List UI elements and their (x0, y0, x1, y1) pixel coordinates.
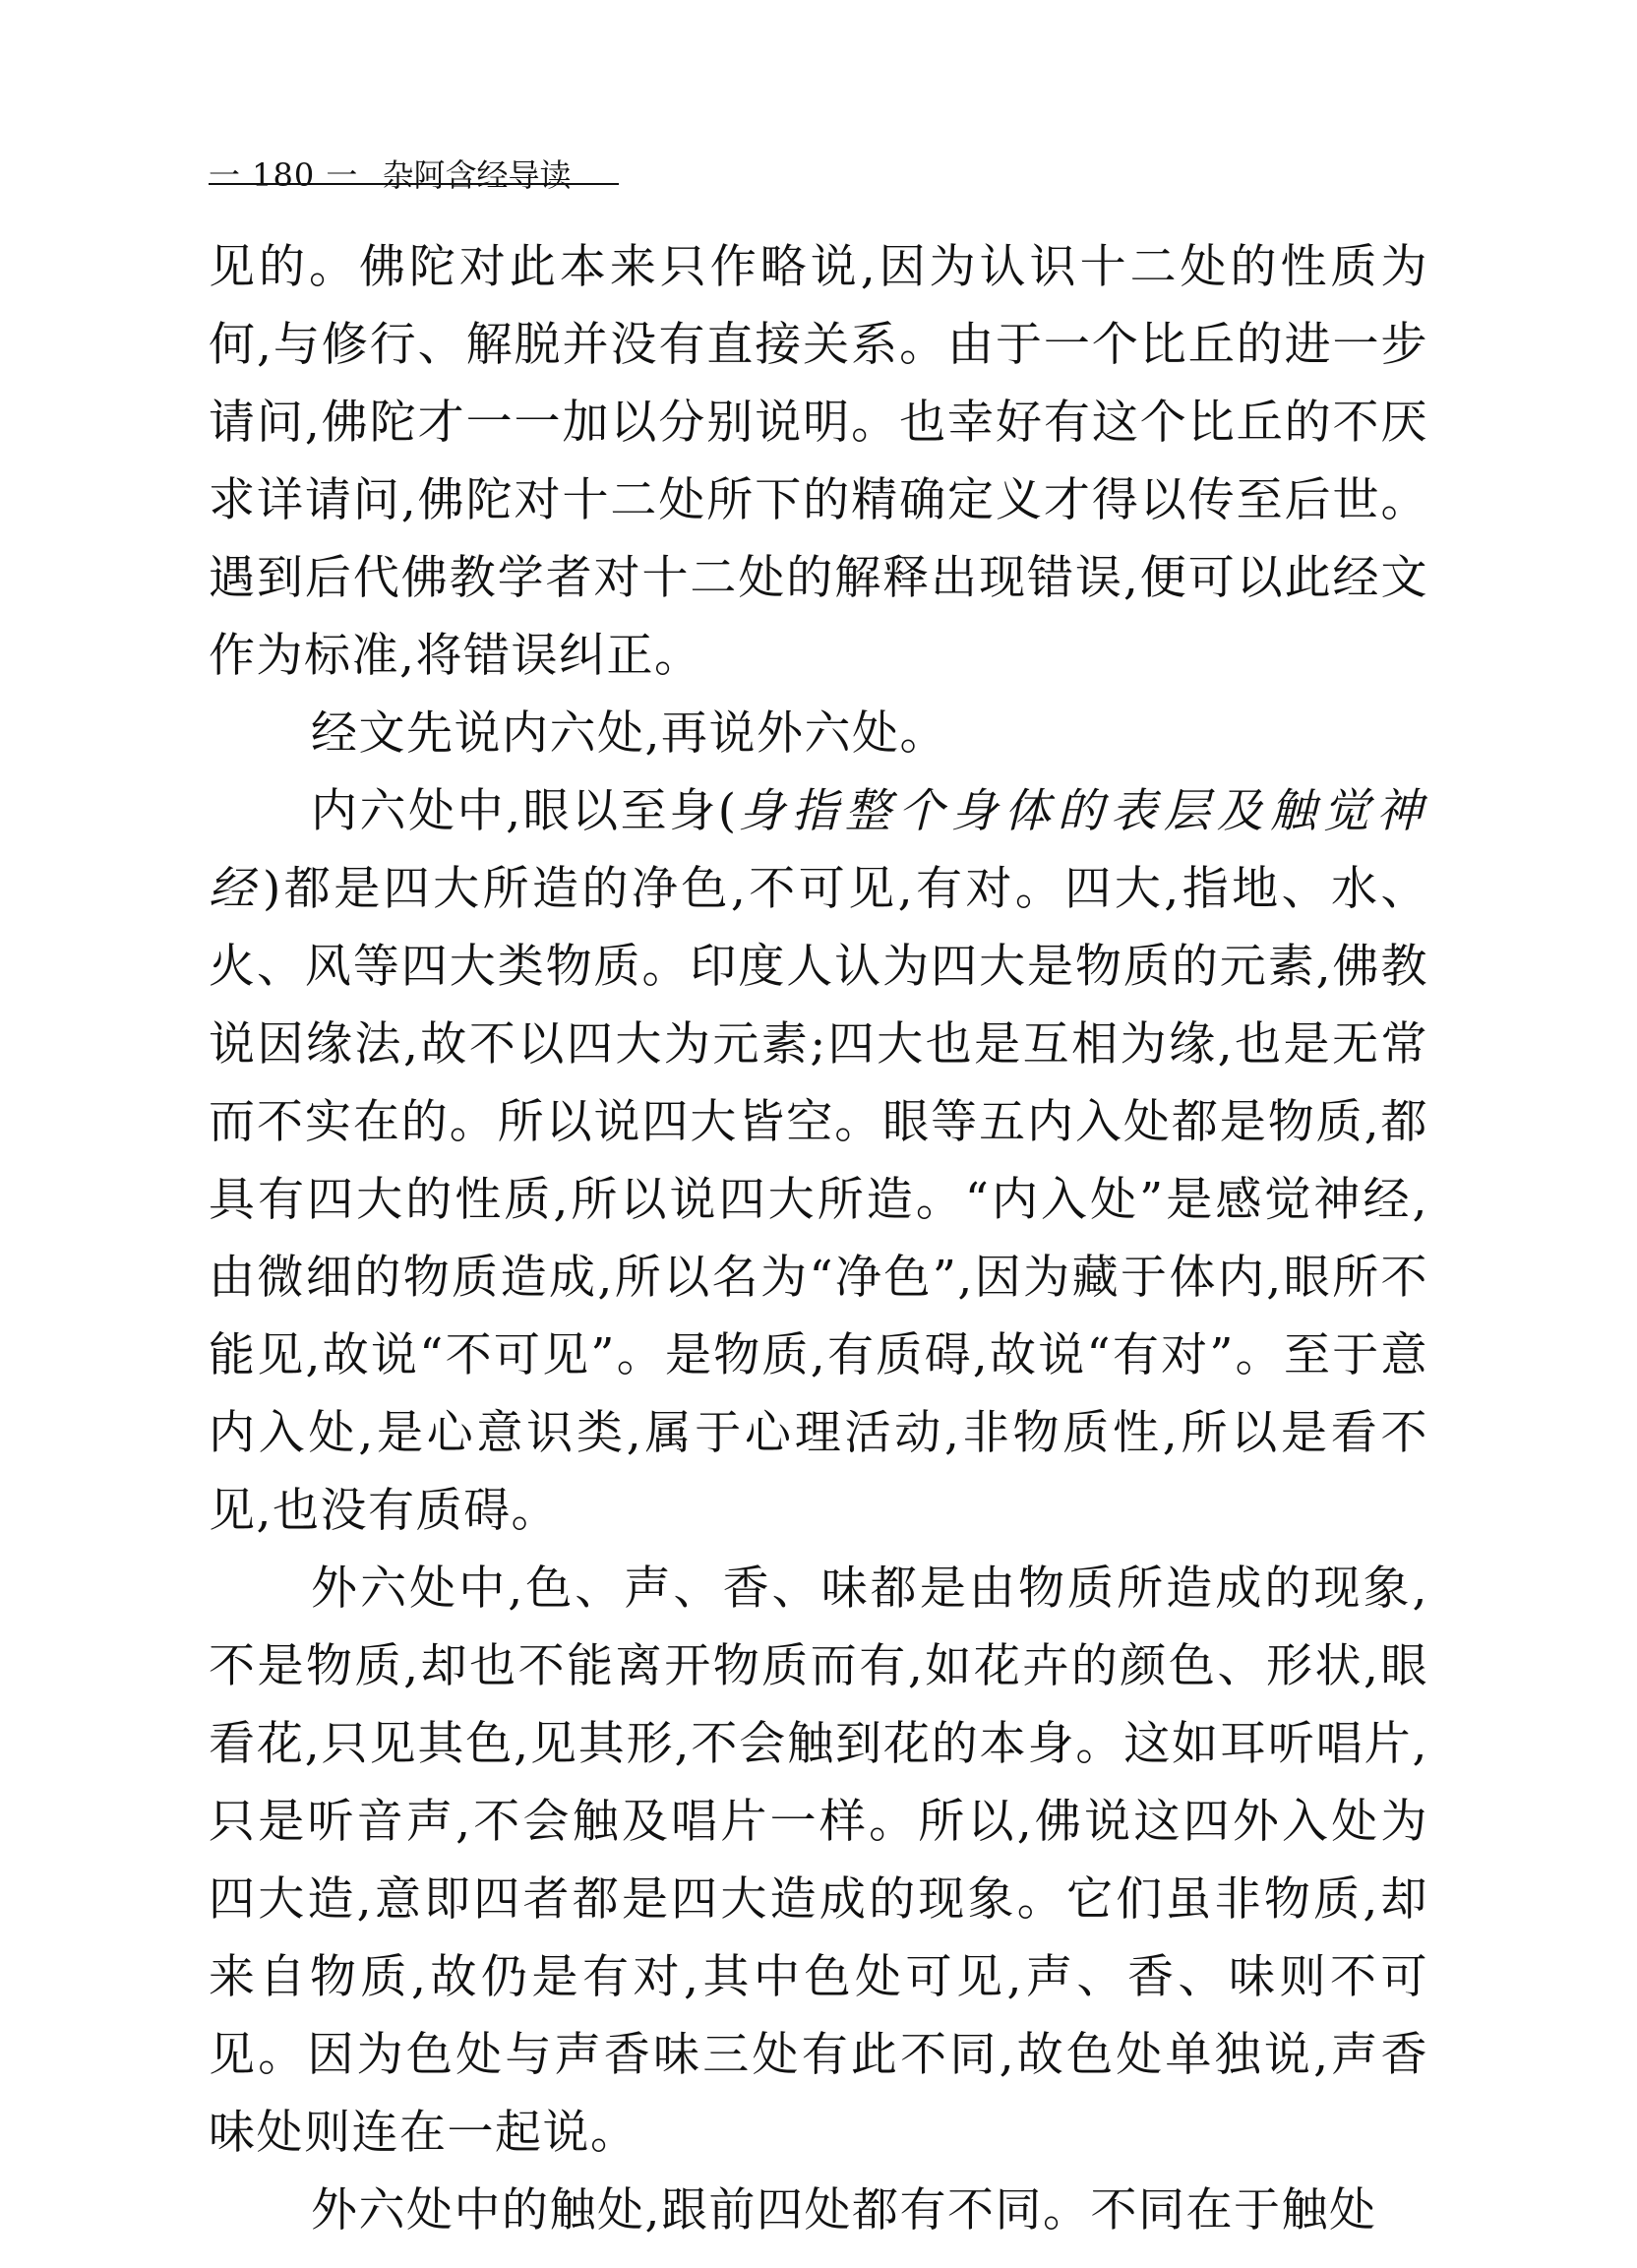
paragraph-inner-six-bases-lead: 内六处中,眼以至身( (311, 784, 738, 838)
page-number: 一 180 一 (209, 156, 359, 194)
running-header (209, 136, 1428, 195)
main-text (209, 228, 1428, 2249)
paragraph-inner-outer-intro: 经文先说内六处,再说外六处。 (311, 706, 947, 761)
paragraph-touch-base: 外六处中的触处,跟前四处都有不同。不同在于触处 (311, 2183, 1377, 2237)
paragraph-inner-six-bases-rest: )都是四大所造的净色,不可见,有对。四大,指地、水、火、风等四大类物质。印度人认为四大是物质的元素,佛教说因缘法,故不以四大为元素;四大也是互相为缘,也是无常而不实在的。所以说四大皆空。眼等五内入处都是物质,都具有四大的性质,所以说四大所造。“内入处”是感觉神经,由微细的物质造成,所以名为“净色”,因为藏于体内,眼所不能见,故说“不可见”。是物质,有质碍,故说“有对”。至于意内入处,是心意识类,属于心理活动,非物质性,所以是看不见,也没有质碍。 (209, 862, 1429, 1538)
header-underline (209, 183, 619, 185)
paragraph-outer-six-bases: 外六处中,色、声、香、味都是由物质所造成的现象,不是物质,却也不能离开物质而有,如花卉的颜色、形状,眼看花,只见其色,见其形,不会触到花的本身。这如耳听唱片,只是听音声,不会触及唱片一样。所以,佛说这四外入处为四大造,意即四者都是四大造成的现象。它们虽非物质,却来自物质,故仍是有对,其中色处可见,声、香、味则不可见。因为色处与声香味三处有此不同,故色处单独说,声香味处则连在一起说。 (209, 1562, 1428, 2160)
paragraph-continuation: 见的。佛陀对此本来只作略说,因为认识十二处的性质为何,与修行、解脱并没有直接关系。由于一个比丘的进一步请问,佛陀才一一加以分别说明。也幸好有这个比丘的不厌求详请问,佛陀对十二处所下的精确定义才得以传至后世。遇到后代佛教学者对十二处的解释出现错误,便可以此经文作为标准,将错误纠正。 (209, 240, 1428, 683)
inline-note-body: 身指整个身体的表层及触觉神经 (209, 784, 1429, 916)
paragraph-inner-six-bases (209, 772, 1428, 1550)
book-title: 杂阿含经导读 (382, 156, 572, 194)
